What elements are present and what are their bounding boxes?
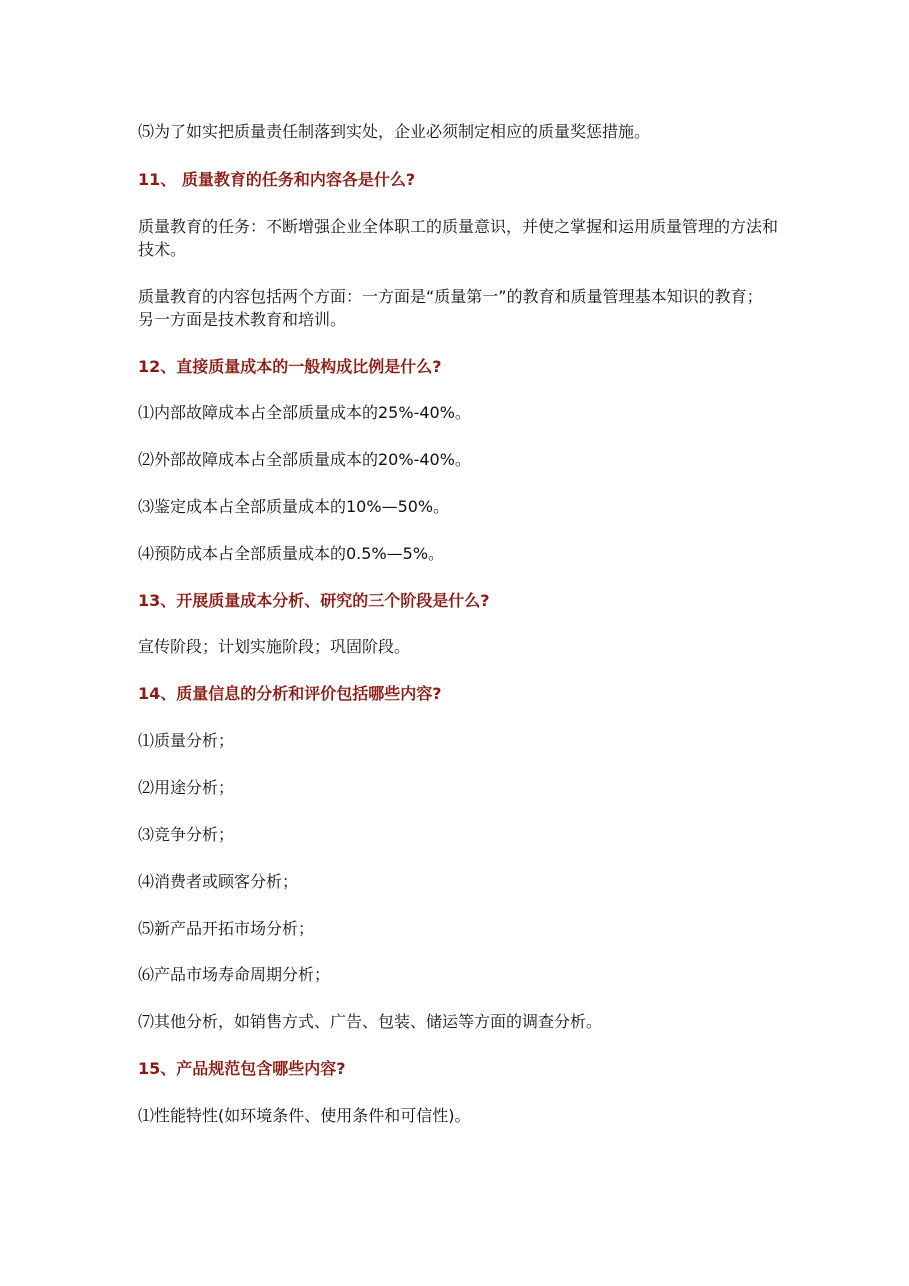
heading-question-11: 11、 质量教育的任务和内容各是什么?	[138, 170, 416, 189]
paragraph-incentive-measures: ⑸为了如实把质量责任制落到实处，企业必须制定相应的质量奖惩措施。	[138, 122, 651, 141]
heading-question-14: 14、质量信息的分析和评价包括哪些内容?	[138, 684, 442, 703]
list-item-competition-analysis: ⑶竞争分析；	[138, 825, 235, 844]
list-item-performance-characteristics: ⑴性能特性(如环境条件、使用条件和可信性)。	[138, 1106, 471, 1125]
list-item-quality-analysis: ⑴质量分析；	[138, 731, 235, 750]
list-item-usage-analysis: ⑵用途分析；	[138, 778, 235, 797]
list-item-new-market-analysis: ⑸新产品开拓市场分析；	[138, 919, 315, 938]
heading-question-13: 13、开展质量成本分析、研究的三个阶段是什么?	[138, 591, 490, 610]
paragraph-education-tasks: 质量教育的任务：不断增强企业全体职工的质量意识，并使之掌握和运用质量管理的方法和技术。	[138, 217, 779, 259]
list-item-consumer-analysis: ⑷消费者或顾客分析；	[138, 872, 299, 891]
list-item-external-failure-cost: ⑵外部故障成本占全部质量成本的20%-40%。	[138, 450, 471, 469]
heading-question-12: 12、直接质量成本的一般构成比例是什么?	[138, 357, 442, 376]
list-item-internal-failure-cost: ⑴内部故障成本占全部质量成本的25%-40%。	[138, 403, 471, 422]
list-item-other-analysis: ⑺其他分析，如销售方式、广告、包装、储运等方面的调查分析。	[138, 1012, 603, 1031]
paragraph-three-stages: 宣传阶段；计划实施阶段；巩固阶段。	[138, 637, 411, 656]
heading-question-15: 15、产品规范包含哪些内容?	[138, 1059, 346, 1078]
list-item-prevention-cost: ⑷预防成本占全部质量成本的0.5%—5%。	[138, 544, 445, 563]
list-item-appraisal-cost: ⑶鉴定成本占全部质量成本的10%—50%。	[138, 497, 450, 516]
paragraph-education-content: 质量教育的内容包括两个方面：一方面是“质量第一”的教育和质量管理基本知识的教育；另一方面是技术教育和培训。	[138, 287, 763, 329]
list-item-lifecycle-analysis: ⑹产品市场寿命周期分析；	[138, 965, 331, 984]
